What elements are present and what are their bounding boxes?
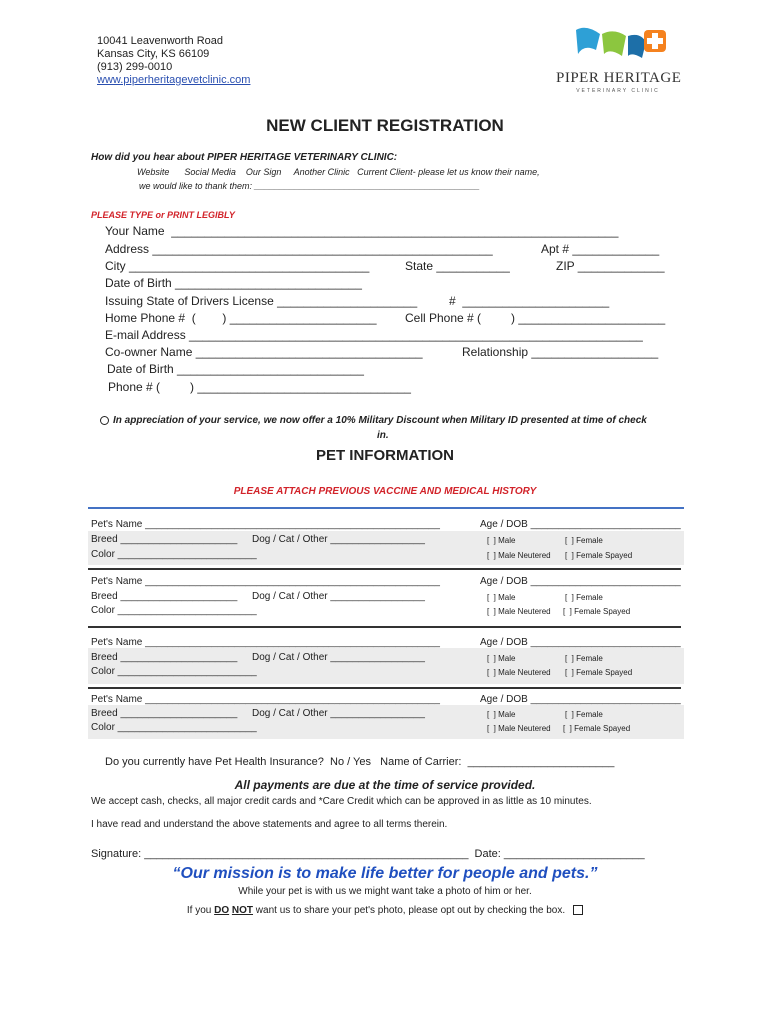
pet-breed-field[interactable]: Breed _____________________ <box>91 652 238 663</box>
pet-divider <box>88 687 681 689</box>
clinic-logo <box>556 20 680 98</box>
your-name-field[interactable]: Your Name ___________________________________________________________________ <box>105 224 619 238</box>
male-neutered-checkbox[interactable]: [ ] Male Neutered <box>487 607 551 616</box>
please-type-notice: PLEASE TYPE or PRINT LEGIBLY <box>91 210 235 220</box>
logo-name: PIPER HERITAGE <box>556 70 682 86</box>
pet-color-field[interactable]: Color _________________________ <box>91 666 257 677</box>
pet-color-field[interactable]: Color _________________________ <box>91 549 257 560</box>
address-line-2: Kansas City, KS 66109 <box>97 48 210 60</box>
pet-color-field[interactable]: Color _________________________ <box>91 722 257 733</box>
female-spayed-checkbox[interactable]: [ ] Female Spayed <box>563 724 631 733</box>
mission-statement: “Our mission is to make life better for people and pets.” <box>172 865 598 882</box>
pet-age-field[interactable]: Age / DOB ___________________________ <box>480 576 681 587</box>
referral-question: How did you hear about PIPER HERITAGE VETERINARY CLINIC: <box>91 152 398 163</box>
military-note-cont: in. <box>377 430 389 441</box>
circle-bullet-icon <box>100 416 109 425</box>
photo-optout <box>0 905 770 916</box>
section-divider <box>88 507 684 509</box>
female-checkbox[interactable]: [ ] Female <box>565 536 603 545</box>
zip-field[interactable]: ZIP _____________ <box>556 259 665 273</box>
dob-field[interactable]: Date of Birth ____________________________ <box>105 276 362 290</box>
optout-do: DO <box>214 905 230 916</box>
referral-thank[interactable]: we would like to thank them: _____________________________________________ <box>139 181 480 191</box>
state-field[interactable]: State ___________ <box>405 259 510 273</box>
pet-divider <box>88 626 681 628</box>
pet-age-field[interactable]: Age / DOB ___________________________ <box>480 637 681 648</box>
home-phone-field[interactable]: Home Phone # ( ) ______________________ <box>105 311 377 325</box>
attach-history-notice: PLEASE ATTACH PREVIOUS VACCINE AND MEDICAL HISTORY <box>233 486 537 497</box>
female-spayed-checkbox[interactable]: [ ] Female Spayed <box>563 607 631 616</box>
coowner-name-field[interactable]: Co-owner Name __________________________________ <box>105 345 423 359</box>
pet-breed-field[interactable]: Breed _____________________ <box>91 534 238 545</box>
pet-section-title: PET INFORMATION <box>315 447 455 464</box>
pet-color-field[interactable]: Color _________________________ <box>91 605 257 616</box>
pet-age-field[interactable]: Age / DOB ___________________________ <box>480 694 681 705</box>
agreement-text: I have read and understand the above statements and agree to all terms therein. <box>91 819 448 830</box>
military-note <box>100 415 647 426</box>
address-line-1: 10041 Leavenworth Road <box>97 35 223 47</box>
accepted-payments: We accept cash, checks, all major credit cards and *Care Credit which can be approved in as little as 10 minutes. <box>91 796 592 807</box>
logo-icon <box>556 20 680 70</box>
pet-species-field[interactable]: Dog / Cat / Other _________________ <box>252 534 425 545</box>
cell-phone-field[interactable]: Cell Phone # ( ) ______________________ <box>405 311 666 325</box>
apt-field[interactable]: Apt # _____________ <box>541 242 660 256</box>
signature-line[interactable]: Signature: _____________________________________________________ Date: _______________________ <box>91 848 645 860</box>
insurance-question[interactable]: Do you currently have Pet Health Insurance? No / Yes Name of Carrier: ________________________ <box>105 756 615 768</box>
logo-subtitle: VETERINARY CLINIC <box>576 88 660 94</box>
license-number-field[interactable]: # ______________________ <box>449 294 610 308</box>
female-spayed-checkbox[interactable]: [ ] Female Spayed <box>565 551 633 560</box>
license-state-field[interactable]: Issuing State of Drivers License _____________________ <box>105 294 418 308</box>
pet-species-field[interactable]: Dog / Cat / Other _________________ <box>252 708 425 719</box>
male-checkbox[interactable]: [ ] Male <box>487 593 516 602</box>
pet-breed-field[interactable]: Breed _____________________ <box>91 708 238 719</box>
phone-number: (913) 299-0010 <box>97 61 173 73</box>
address-field[interactable]: Address ___________________________________________________ <box>105 242 493 256</box>
payment-notice: All payments are due at the time of service provided. <box>234 778 536 792</box>
pet-name-field[interactable]: Pet's Name _____________________________________________________ <box>91 694 440 705</box>
male-neutered-checkbox[interactable]: [ ] Male Neutered <box>487 551 551 560</box>
female-checkbox[interactable]: [ ] Female <box>565 593 603 602</box>
pet-age-field[interactable]: Age / DOB ___________________________ <box>480 519 681 530</box>
optout-pre: If you <box>186 905 215 916</box>
referral-options[interactable]: Website Social Media Our Sign Another Clinic Current Client- please let us know their name, <box>137 167 540 177</box>
military-note-text: In appreciation of your service, we now offer a 10% Military Discount when Military ID presented at time of check <box>113 415 647 426</box>
website-link[interactable]: www.piperheritagevetclinic.com <box>97 74 251 86</box>
optout-post: want us to share your pet's photo, please opt out by checking the box. <box>253 905 566 916</box>
male-neutered-checkbox[interactable]: [ ] Male Neutered <box>487 668 551 677</box>
female-checkbox[interactable]: [ ] Female <box>565 710 603 719</box>
optout-not: NOT <box>231 905 254 916</box>
email-field[interactable]: E-mail Address ____________________________________________________________________ <box>105 328 643 342</box>
photo-note: While your pet is with us we might want take a photo of him or her. <box>238 886 532 897</box>
page-title: NEW CLIENT REGISTRATION <box>266 116 504 135</box>
pet-species-field[interactable]: Dog / Cat / Other _________________ <box>252 652 425 663</box>
optout-checkbox[interactable] <box>573 905 583 915</box>
female-checkbox[interactable]: [ ] Female <box>565 654 603 663</box>
pet-species-field[interactable]: Dog / Cat / Other _________________ <box>252 591 425 602</box>
coowner-dob-field[interactable]: Date of Birth ____________________________ <box>107 362 364 376</box>
city-field[interactable]: City ____________________________________ <box>105 259 370 273</box>
pet-divider <box>88 568 681 570</box>
pet-breed-field[interactable]: Breed _____________________ <box>91 591 238 602</box>
pet-name-field[interactable]: Pet's Name _____________________________________________________ <box>91 519 440 530</box>
male-checkbox[interactable]: [ ] Male <box>487 536 516 545</box>
male-neutered-checkbox[interactable]: [ ] Male Neutered <box>487 724 551 733</box>
male-checkbox[interactable]: [ ] Male <box>487 710 516 719</box>
female-spayed-checkbox[interactable]: [ ] Female Spayed <box>565 668 633 677</box>
pet-name-field[interactable]: Pet's Name _____________________________________________________ <box>91 637 440 648</box>
coowner-phone-field[interactable]: Phone # ( ) ________________________________ <box>108 380 411 394</box>
website-link-wrap <box>97 74 250 87</box>
relationship-field[interactable]: Relationship ___________________ <box>462 345 659 359</box>
pet-name-field[interactable]: Pet's Name _____________________________________________________ <box>91 576 440 587</box>
male-checkbox[interactable]: [ ] Male <box>487 654 516 663</box>
